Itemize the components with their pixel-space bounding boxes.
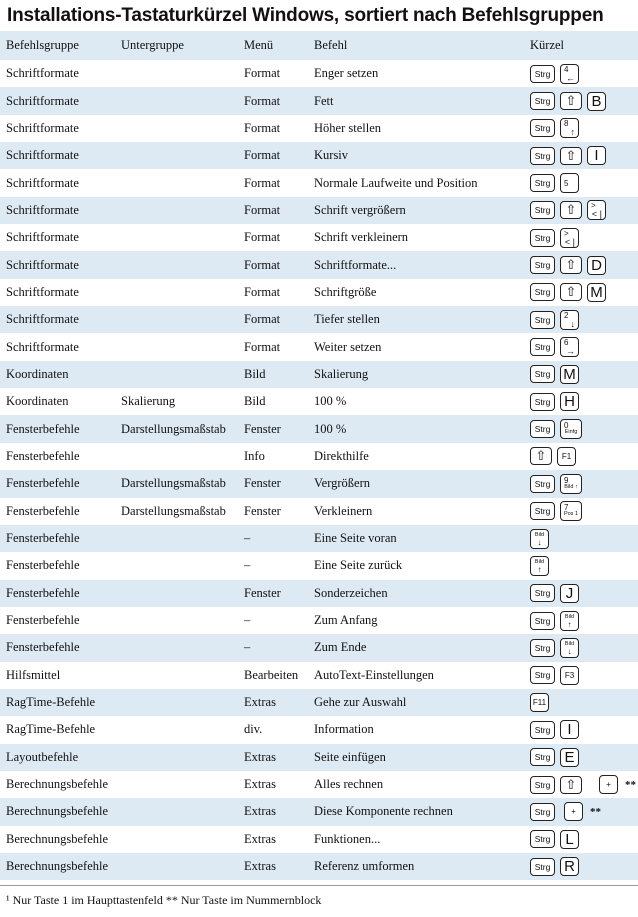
key-l: L: [560, 830, 579, 849]
table-row: [0, 197, 638, 224]
cell-befehl: Skalierung: [314, 366, 369, 381]
cell-befehlsgruppe: Fensterbefehle: [6, 531, 80, 546]
table-row: [0, 744, 638, 771]
shift-key: ⇧: [560, 147, 582, 165]
key-6: 6 →: [560, 337, 579, 357]
cell-untergruppe: Darstellungsmaßstab: [121, 421, 226, 436]
shift-key: ⇧: [560, 92, 582, 110]
column-header-befehlsgruppe: Befehlsgruppe: [6, 38, 79, 52]
cell-kuerzel: [530, 142, 606, 169]
cell-menue: –: [244, 613, 251, 628]
key-i: I: [587, 146, 606, 165]
cell-menue: –: [244, 531, 251, 546]
cell-kuerzel: [530, 60, 579, 87]
strg-key: Strg: [530, 92, 555, 110]
cell-befehlsgruppe: Koordinaten: [6, 394, 69, 409]
cell-befehl: Diese Komponente rechnen: [314, 804, 453, 819]
cell-befehlsgruppe: Schriftformate: [6, 148, 79, 163]
strg-key: Strg: [530, 803, 555, 821]
table-row: [0, 662, 638, 689]
key->: > < |: [587, 200, 606, 220]
strg-key: Strg: [530, 147, 555, 165]
cell-menue: Fenster: [244, 585, 281, 600]
column-header-befehl: Befehl: [314, 38, 348, 52]
strg-key: Strg: [530, 393, 555, 411]
cell-menue: Format: [244, 202, 281, 217]
bild-key: Bild ↓: [560, 638, 579, 658]
cell-befehl: Verkleinern: [314, 503, 373, 518]
cell-menue: Format: [244, 175, 281, 190]
cell-befehl: Seite einfügen: [314, 749, 386, 764]
cell-kuerzel: [530, 552, 549, 579]
key-b: B: [587, 92, 606, 111]
cell-befehl: Funktionen...: [314, 831, 381, 846]
strg-key: Strg: [530, 639, 555, 657]
cell-kuerzel: [530, 306, 579, 333]
cell-befehlsgruppe: Berechnungsbefehle: [6, 831, 109, 846]
table-row: [0, 853, 638, 880]
cell-befehlsgruppe: Schriftformate: [6, 202, 79, 217]
cell-menue: Format: [244, 284, 281, 299]
table-row: [0, 87, 638, 114]
cell-kuerzel: [530, 689, 549, 716]
strg-key: Strg: [530, 748, 555, 766]
shift-key: ⇧: [560, 201, 582, 219]
cell-untergruppe: Darstellungsmaßstab: [121, 503, 226, 518]
cell-befehlsgruppe: Schriftformate: [6, 175, 79, 190]
strg-key: Strg: [530, 584, 555, 602]
key-8: 8 ↑: [560, 118, 579, 138]
cell-befehl: Schrift vergrößern: [314, 202, 406, 217]
cell-befehl: Direkthilfe: [314, 448, 369, 463]
cell-befehl: Kursiv: [314, 148, 349, 163]
table-row: [0, 224, 638, 251]
cell-kuerzel: [530, 853, 579, 880]
cell-befehlsgruppe: Hilfsmittel: [6, 667, 61, 682]
cell-befehlsgruppe: Schriftformate: [6, 257, 79, 272]
cell-befehlsgruppe: Berechnungsbefehle: [6, 859, 109, 874]
strg-key: Strg: [530, 256, 555, 274]
cell-kuerzel: [530, 826, 579, 853]
cell-befehlsgruppe: Fensterbefehle: [6, 585, 80, 600]
cell-kuerzel: [530, 634, 579, 661]
cell-befehlsgruppe: Schriftformate: [6, 339, 79, 354]
shift-key: ⇧: [560, 283, 582, 301]
cell-menue: Extras: [244, 804, 276, 819]
table-row: [0, 279, 638, 306]
table-row: [0, 607, 638, 634]
column-header-untergruppe: Untergruppe: [121, 38, 184, 52]
cell-befehl: Sonderzeichen: [314, 585, 388, 600]
strg-key: Strg: [530, 830, 555, 848]
cell-kuerzel: [530, 415, 582, 442]
table-row: [0, 333, 638, 360]
cell-menue: Extras: [244, 859, 276, 874]
cell-menue: Fenster: [244, 503, 281, 518]
table-row: [0, 415, 638, 442]
cell-befehl: Höher stellen: [314, 120, 381, 135]
bild-key: Bild ↑: [560, 611, 579, 631]
strg-key: Strg: [530, 229, 555, 247]
cell-untergruppe: Skalierung: [121, 394, 176, 409]
table-row: [0, 60, 638, 87]
cell-menue: Format: [244, 120, 281, 135]
key-0: 0 Einfg: [560, 419, 582, 439]
cell-befehl: 100 %: [314, 394, 347, 409]
divider: [0, 885, 638, 886]
cell-befehl: 100 %: [314, 421, 347, 436]
cell-menue: Format: [244, 148, 281, 163]
cell-befehl: Gehe zur Auswahl: [314, 695, 407, 710]
key-r: R: [560, 857, 579, 876]
key-4: 4 ←: [560, 64, 579, 84]
strg-key: Strg: [530, 119, 555, 137]
cell-menue: Bild: [244, 366, 266, 381]
key-f3: F3: [560, 666, 579, 685]
table-row: [0, 498, 638, 525]
cell-kuerzel: [530, 333, 579, 360]
cell-befehlsgruppe: Schriftformate: [6, 120, 79, 135]
key-h: H: [560, 392, 579, 411]
cell-menue: div.: [244, 722, 263, 737]
shift-key: ⇧: [530, 447, 552, 465]
cell-menue: Extras: [244, 749, 276, 764]
key-9: 9 Bild ↑: [560, 474, 582, 494]
key-f1: F1: [557, 447, 576, 466]
cell-menue: Extras: [244, 831, 276, 846]
footnote: ¹ Nur Taste 1 im Haupttastenfeld ** Nur Taste im Nummernblock: [6, 893, 322, 907]
table-row: [0, 361, 638, 388]
cell-kuerzel: [530, 224, 579, 251]
cell-befehlsgruppe: Fensterbefehle: [6, 558, 80, 573]
cell-befehlsgruppe: RagTime-Befehle: [6, 695, 96, 710]
cell-befehlsgruppe: Berechnungsbefehle: [6, 804, 109, 819]
cell-menue: Format: [244, 230, 281, 245]
cell-kuerzel: [530, 525, 549, 552]
key->: > < |: [560, 228, 579, 248]
cell-kuerzel: [530, 716, 579, 743]
cell-befehl: Eine Seite voran: [314, 531, 397, 546]
cell-menue: –: [244, 558, 251, 573]
cell-kuerzel: [530, 771, 636, 798]
cell-befehlsgruppe: Layoutbefehle: [6, 749, 79, 764]
key-e: E: [560, 748, 579, 767]
key-7: 7 Pos 1: [560, 501, 582, 521]
cell-menue: Extras: [244, 777, 276, 792]
strg-key: Strg: [530, 174, 555, 192]
cell-kuerzel: [530, 388, 579, 415]
cell-menue: Format: [244, 339, 281, 354]
table-row: [0, 306, 638, 333]
cell-kuerzel: [530, 197, 606, 224]
cell-befehl: AutoText-Einstellungen: [314, 667, 434, 682]
cell-menue: Format: [244, 312, 281, 327]
key-2: 2 ↓: [560, 310, 579, 330]
key-5: 5: [560, 173, 579, 193]
table-row: [0, 443, 638, 470]
cell-befehl: Eine Seite zurück: [314, 558, 403, 573]
cell-befehlsgruppe: Fensterbefehle: [6, 613, 80, 628]
cell-kuerzel: [530, 580, 579, 607]
cell-untergruppe: Darstellungsmaßstab: [121, 476, 226, 491]
plus-key: +: [599, 775, 618, 794]
strg-key: Strg: [530, 776, 555, 794]
cell-befehl: Schriftformate...: [314, 257, 397, 272]
key-i: I: [560, 720, 579, 739]
cell-kuerzel: [530, 87, 606, 114]
table-row: [0, 716, 638, 743]
cell-befehlsgruppe: Fensterbefehle: [6, 476, 80, 491]
bild-key: Bild ↑: [530, 556, 549, 576]
cell-befehlsgruppe: Schriftformate: [6, 312, 79, 327]
strg-key: Strg: [530, 612, 555, 630]
strg-key: Strg: [530, 65, 555, 83]
cell-menue: Fenster: [244, 476, 281, 491]
cell-befehlsgruppe: Fensterbefehle: [6, 421, 80, 436]
cell-befehlsgruppe: Berechnungsbefehle: [6, 777, 109, 792]
page-title: Installations-Tastaturkürzel Windows, sortiert nach Befehlsgruppen: [7, 5, 604, 26]
cell-befehl: Enger setzen: [314, 66, 379, 81]
cell-kuerzel: [530, 798, 601, 825]
strg-key: Strg: [530, 475, 555, 493]
plus-key: +: [564, 802, 583, 821]
cell-menue: Extras: [244, 695, 276, 710]
cell-befehlsgruppe: Fensterbefehle: [6, 448, 80, 463]
table-row: [0, 169, 638, 196]
cell-menue: Bild: [244, 394, 266, 409]
cell-befehl: Alles rechnen: [314, 777, 384, 792]
cell-befehlsgruppe: Fensterbefehle: [6, 640, 80, 655]
cell-befehl: Schrift verkleinern: [314, 230, 409, 245]
cell-befehl: Schriftgröße: [314, 284, 377, 299]
table-row: [0, 771, 638, 798]
cell-befehl: Information: [314, 722, 374, 737]
cell-kuerzel: [530, 662, 579, 689]
table-row: [0, 689, 638, 716]
strg-key: Strg: [530, 365, 555, 383]
table-row: [0, 826, 638, 853]
strg-key: Strg: [530, 311, 555, 329]
table-row: [0, 798, 638, 825]
table-row: [0, 388, 638, 415]
cell-menue: Bearbeiten: [244, 667, 299, 682]
cell-menue: Format: [244, 66, 281, 81]
strg-key: Strg: [530, 201, 555, 219]
shift-key: ⇧: [560, 776, 582, 794]
table-row: [0, 470, 638, 497]
cell-befehlsgruppe: Schriftformate: [6, 230, 79, 245]
strg-key: Strg: [530, 338, 555, 356]
cell-befehl: Tiefer stellen: [314, 312, 380, 327]
cell-kuerzel: [530, 279, 606, 306]
footnote-mark: **: [625, 778, 636, 791]
cell-menue: Fenster: [244, 421, 281, 436]
table-row: [0, 251, 638, 278]
cell-menue: Format: [244, 93, 281, 108]
cell-menue: Info: [244, 448, 265, 463]
cell-kuerzel: [530, 744, 579, 771]
cell-befehl: Fett: [314, 93, 334, 108]
cell-befehlsgruppe: Koordinaten: [6, 366, 69, 381]
cell-befehl: Zum Anfang: [314, 613, 378, 628]
strg-key: Strg: [530, 420, 555, 438]
cell-kuerzel: [530, 470, 582, 497]
cell-befehlsgruppe: Schriftformate: [6, 66, 79, 81]
cell-befehl: Weiter setzen: [314, 339, 382, 354]
cell-befehlsgruppe: Fensterbefehle: [6, 503, 80, 518]
key-d: D: [587, 256, 606, 275]
cell-befehl: Zum Ende: [314, 640, 367, 655]
key-m: M: [587, 283, 606, 302]
cell-befehlsgruppe: Schriftformate: [6, 284, 79, 299]
cell-kuerzel: [530, 607, 579, 634]
table-row: [0, 142, 638, 169]
table-row: [0, 552, 638, 579]
table-row: [0, 634, 638, 661]
table-header: [0, 31, 638, 60]
cell-befehl: Referenz umformen: [314, 859, 415, 874]
key-j: J: [560, 584, 579, 603]
cell-kuerzel: [530, 361, 579, 388]
strg-key: Strg: [530, 858, 555, 876]
table-row: [0, 580, 638, 607]
cell-kuerzel: [530, 443, 576, 470]
cell-kuerzel: [530, 169, 579, 196]
bild-key: Bild ↓: [530, 529, 549, 549]
shortcut-table: [0, 31, 638, 880]
strg-key: Strg: [530, 502, 555, 520]
key-m: M: [560, 365, 579, 384]
cell-befehlsgruppe: Schriftformate: [6, 93, 79, 108]
table-row: [0, 525, 638, 552]
table-row: [0, 115, 638, 142]
column-header-menue: Menü: [244, 38, 274, 52]
footnote-mark: **: [590, 805, 601, 818]
strg-key: Strg: [530, 283, 555, 301]
key-f11: F11: [530, 693, 549, 712]
cell-befehl: Vergrößern: [314, 476, 370, 491]
column-header-kuerzel: Kürzel: [530, 38, 565, 52]
shift-key: ⇧: [560, 256, 582, 274]
strg-key: Strg: [530, 666, 555, 684]
cell-menue: Format: [244, 257, 281, 272]
cell-menue: –: [244, 640, 251, 655]
cell-kuerzel: [530, 251, 606, 278]
cell-kuerzel: [530, 115, 579, 142]
cell-kuerzel: [530, 498, 582, 525]
strg-key: Strg: [530, 721, 555, 739]
cell-befehl: Normale Laufweite und Position: [314, 175, 478, 190]
cell-befehlsgruppe: RagTime-Befehle: [6, 722, 96, 737]
